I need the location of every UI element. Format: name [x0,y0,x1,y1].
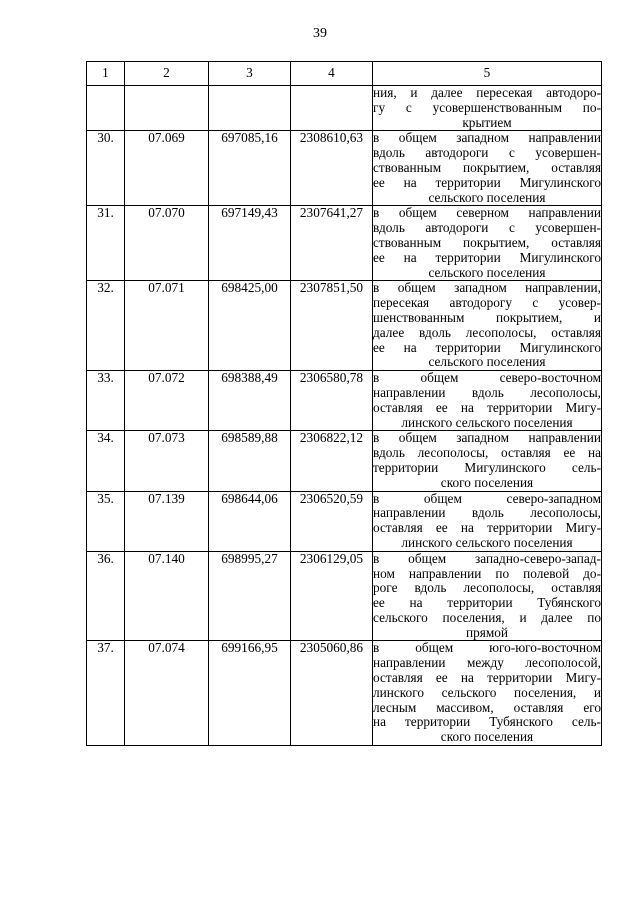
row-number-cell: 31. [87,206,125,281]
x-coordinate-cell: 697149,43 [209,206,291,281]
desc-line: оставляя ее на территории Мигу- [373,670,601,686]
y-coordinate-cell: 2306520,59 [291,491,373,551]
desc-line: ского поселения [440,729,534,745]
desc-line: в общем западном направлении [373,430,601,446]
desc-line: лесным массивом, оставляя его [373,699,601,715]
description-cell [373,371,602,431]
desc-line: ствованным покрытием, оставляя [373,159,601,175]
table-row [87,281,602,371]
table-row [87,491,602,551]
y-coordinate-cell: 2306822,12 [291,431,373,491]
header-cell-3: 3 [209,62,291,86]
desc-line: направлении между лесополосой, [373,655,601,671]
point-code-cell: 07.074 [125,641,209,746]
desc-line: линского сельского поселения, и [373,684,601,700]
x-coordinate-cell: 698425,00 [209,281,291,371]
table-row [87,371,602,431]
header-cell-5: 5 [373,62,602,86]
header-cell-1: 1 [87,62,125,86]
desc-line: сельского поселения, и далее по [373,609,601,625]
x-coordinate-cell: 698995,27 [209,551,291,641]
desc-line: вдоль лесополосы, оставляя ее на [373,445,601,461]
desc-line: гу с усовершенствованным по- [373,99,601,115]
point-code-cell: 07.139 [125,491,209,551]
row-number-cell: 33. [87,371,125,431]
continuation-description [373,86,602,131]
x-coordinate-cell: 699166,95 [209,641,291,746]
desc-line: сельского поселения [428,264,546,280]
table-row [87,206,602,281]
y-coordinate-cell: 2305060,86 [291,641,373,746]
desc-line: в общем западно-северо-запад- [373,550,601,566]
point-code-cell: 07.069 [125,131,209,206]
description-cell [373,431,602,491]
description-cell [373,131,602,206]
desc-line: прямой [465,624,509,640]
desc-line: в общем западном направлении, [373,280,601,296]
table-row [87,551,602,641]
desc-line: крытием [462,114,512,130]
description-cell [373,491,602,551]
row-number-cell: 30. [87,131,125,206]
x-coordinate-cell: 697085,16 [209,131,291,206]
desc-line: оставляя ее на территории Мигу- [373,520,601,536]
row-number-cell: 36. [87,551,125,641]
desc-line: в общем западном направлении [373,130,601,146]
desc-line: ского поселения [440,474,534,490]
point-code-cell: 07.072 [125,371,209,431]
empty-cell [291,86,373,131]
desc-line: ее на территории Мигулинского [373,249,601,265]
desc-line: пересекая автодорогу с усовер- [373,295,601,311]
x-coordinate-cell: 698388,49 [209,371,291,431]
table-row [87,131,602,206]
table-row [87,431,602,491]
empty-cell [209,86,291,131]
desc-line: ствованным покрытием, оставляя [373,234,601,250]
empty-cell [125,86,209,131]
desc-line: направлении вдоль лесополосы, [373,384,601,400]
desc-line: на территории Тубянского сель- [373,714,601,730]
table-body [87,62,602,746]
header-cell-4: 4 [291,62,373,86]
desc-line: территории Мигулинского сель- [373,459,601,475]
description-cell [373,641,602,746]
desc-line: вдоль автодороги с усовершен- [373,145,601,161]
header-cell-2: 2 [125,62,209,86]
y-coordinate-cell: 2307851,50 [291,281,373,371]
desc-line: вдоль автодороги с усовершен- [373,220,601,236]
description-cell [373,281,602,371]
row-number-cell: 37. [87,641,125,746]
desc-line: в общем северо-восточном [373,370,601,386]
x-coordinate-cell: 698589,88 [209,431,291,491]
point-code-cell: 07.070 [125,206,209,281]
desc-line: линского сельского поселения [401,414,573,430]
desc-line: сельского поселения [428,354,546,370]
y-coordinate-cell: 2308610,63 [291,131,373,206]
row-number-cell: 34. [87,431,125,491]
desc-line: направлении вдоль лесополосы, [373,505,601,521]
desc-line: ее на территории Мигулинского [373,174,601,190]
desc-line: в общем северном направлении [373,205,601,221]
desc-line: в общем северо-западном [373,490,601,506]
desc-line: линского сельского поселения [401,534,573,550]
row-number-cell: 32. [87,281,125,371]
row-number-cell: 35. [87,491,125,551]
table-row [87,641,602,746]
description-cell [373,206,602,281]
header-row [87,62,602,86]
description-cell [373,551,602,641]
desc-line: роге вдоль лесополосы, оставляя [373,580,601,596]
desc-line: шенствованным покрытием, и [373,309,601,325]
empty-cell [87,86,125,131]
desc-line: ее на территории Мигулинского [373,339,601,355]
desc-line: сельского поселения [428,189,546,205]
desc-line: ее на территории Тубянского [373,595,601,611]
desc-line: далее вдоль лесополосы, оставляя [373,324,601,340]
x-coordinate-cell: 698644,06 [209,491,291,551]
desc-line: в общем юго-юго-восточном [373,640,601,656]
desc-line: ном направлении по полевой до- [373,565,601,581]
continuation-row [87,86,602,131]
point-code-cell: 07.071 [125,281,209,371]
boundary-points-table [86,61,602,746]
y-coordinate-cell: 2306129,05 [291,551,373,641]
desc-line: ния, и далее пересекая автодоро- [373,85,601,100]
point-code-cell: 07.073 [125,431,209,491]
page-number: 39 [313,26,327,41]
desc-line: оставляя ее на территории Мигу- [373,399,601,415]
point-code-cell: 07.140 [125,551,209,641]
y-coordinate-cell: 2306580,78 [291,371,373,431]
y-coordinate-cell: 2307641,27 [291,206,373,281]
